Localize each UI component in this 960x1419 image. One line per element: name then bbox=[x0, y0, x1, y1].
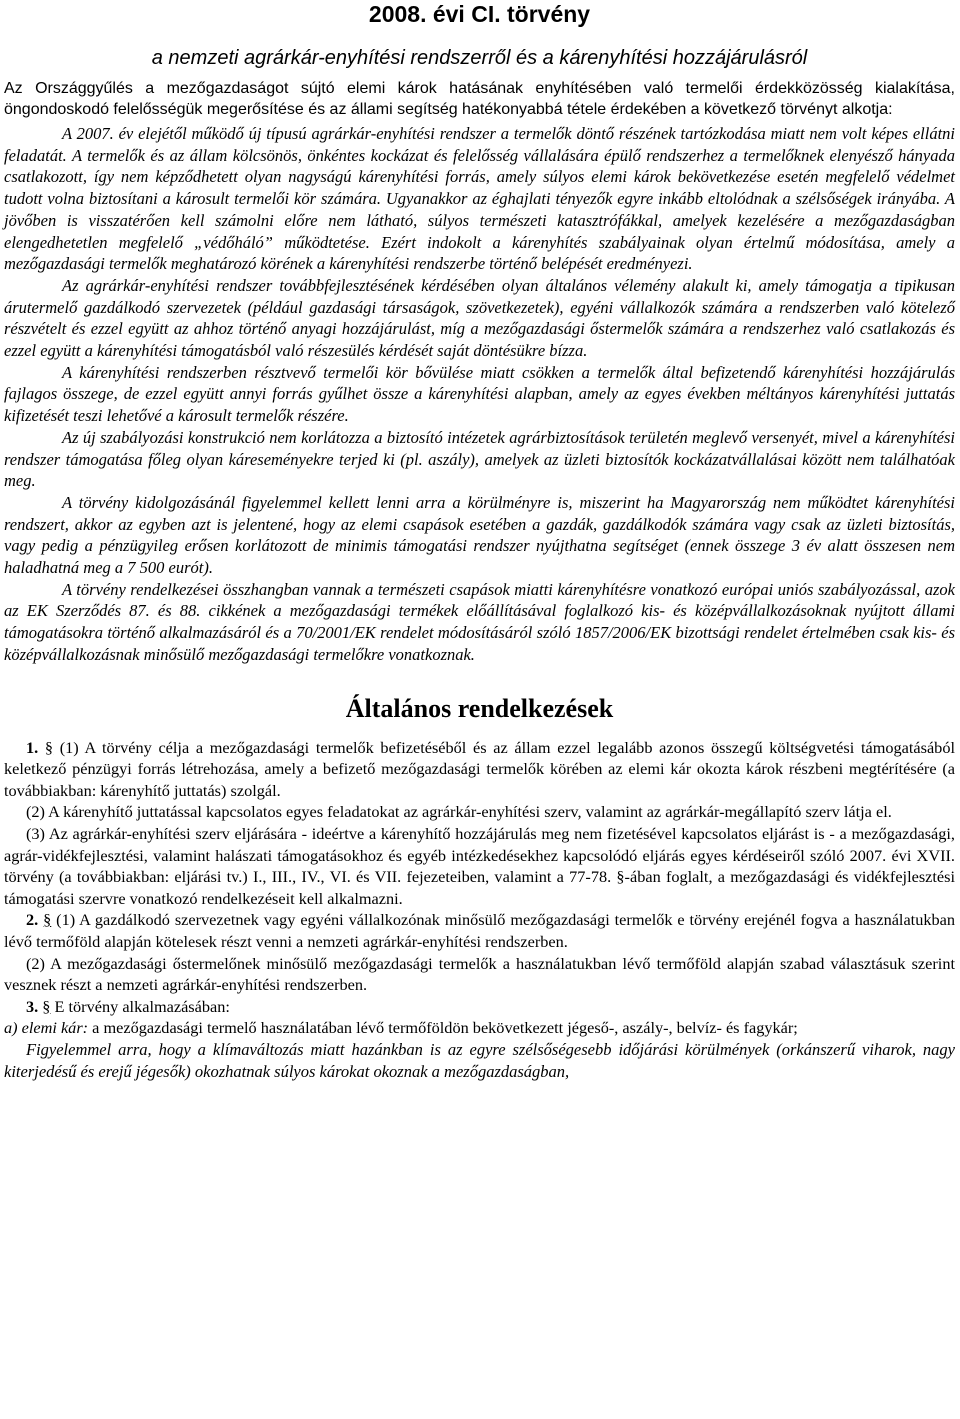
section-2-paragraph-1 bbox=[4, 909, 955, 952]
section-symbol: § bbox=[42, 996, 51, 1016]
definition-a bbox=[4, 1017, 955, 1039]
explanatory-note: Figyelemmel arra, hogy a klímaváltozás miatt hazánkban is az egyre szélsőségesebb időjárási körülmények (orkánszerű viharok, nagy kiterjedésű és erejű jégesők) okozhatnak súlyos károkat okoznak a mezőgazdaságban, bbox=[4, 1039, 955, 1081]
section-number: 1. bbox=[26, 737, 39, 757]
definition-text: a mezőgazdasági termelő használatában lévő termőföldön bekövetkezett jégeső-, aszály-, belvíz- és fagykár; bbox=[88, 1018, 798, 1038]
section-number: 2. bbox=[26, 910, 39, 930]
section-1-paragraph-2: (2) A kárenyhítő juttatással kapcsolatos egyes feladatokat az agrárkár-enyhítési szerv, valamint az agrárkár-megállapító szerv látja el. bbox=[26, 802, 892, 822]
intro-paragraph: Az agrárkár-enyhítési rendszer továbbfejlesztésének kérdésében olyan általános vélemény alakult ki, amely támogatja a tipikusan árutermelő gazdálkodó szervezetek (például gazdasági társaságok, szövetkezetek), egyéni vállalkozók számára a rendszerben való kötelező részvételt és ezzel együtt az ahhoz történő anyagi hozzájárulást, míg a mezőgazdasági őstermelők számára a rendszerhez való csatlakozás és ezzel együtt a kárenyhítési támogatásból való részesülés kérdését saját döntésükre bízza. bbox=[4, 275, 955, 361]
section-text: (1) A gazdálkodó szervezetnek vagy egyéni vállalkozónak minősülő mezőgazdasági termelők e törvény erejénél fogva a használatukban lévő termőföld alapján kötelesek részt venni a nemzeti agrárkár-enyhítési rendszerben. bbox=[4, 910, 955, 951]
section-1-paragraph-3: (3) Az agrárkár-enyhítési szerv eljárására - ideértve a kárenyhítő hozzájárulás meg nem fizetésével kapcsolatos eljárást is - a mezőgazdasági, agrár-vidékfejlesztési, valamint halászati támogatásokhoz és egyéb intézkedésekhez kapcsolódó eljárás egyes kérdéseiről szóló 2007. évi XVII. törvény (a továbbiakban: eljárási tv.) I., III., IV., VI. és VII. fejezeteiben, valamint a 77-78. §-ában foglalt, a mezőgazdasági és vidékfejlesztési támogatási szervre vonatkozó rendelkezéseit kell alkalmazni. bbox=[4, 823, 955, 908]
section-3-paragraph-1 bbox=[4, 996, 955, 1018]
section-symbol: § bbox=[44, 737, 54, 757]
section-text: E törvény alkalmazásában: bbox=[50, 996, 230, 1016]
section-text: (1) A törvény célja a mezőgazdasági termelők befizetéséből és az állam ezzel legalább azonos összegű költségvetési támogatásából keletkező pénzügyi forrás létrehozása, amely a befizető mezőgazdasági termelők körében az elemi kár okozta károk részbeni megtérítésére (a továbbiakban: kárenyhítő juttatás) szolgál. bbox=[4, 737, 955, 800]
section-symbol: § bbox=[43, 910, 52, 930]
section-heading: Általános rendelkezések bbox=[345, 693, 614, 723]
intro-paragraph: Az új szabályozási konstrukció nem korlátozza a biztosító intézetek agrárbiztosítások területén meglevő versenyét, mivel a kárenyhítési rendszer támogatása főleg olyan káreseményekre terjed ki (pl. aszály), amelyek az üzleti biztosítók kockázatvállalásai között nem találhatóak meg. bbox=[4, 427, 955, 491]
intro-paragraph: A 2007. év elejétől működő új típusú agrárkár-enyhítési rendszer a termelők döntő részének tartózkodása miatt nem volt képes ellátni feladatát. A termelők és az állam kölcsönös, önkéntes kockázat és felelősség vállalására épülő rendszerhez a termelőknek elenyésző hányada csatlakozott, így nem képződhetett olyan nagyságú kárenyhítési forrás, amely súlyos elemi károk bekövetkezése esetén megfelelő védelmet tudott volna biztosítani a károsult termelői kör számára. Ugyanakkor az éghajlati tényezők egyre inkább eltolódnak a szélsőségek irányába. A jövőben is visszatérően kell számolni előre nem látható, súlyos természeti katasztrófákkal, amelyek kezelésére a mezőgazdaságban elengedhetetlen megfelelő „védőháló” működtetése. Ezért indokolt a kárenyhítés szabályainak olyan értelmű módosítása, amely a mezőgazdasági termelők meghatározó körének a kárenyhítési rendszerbe történő belépését eredményezi. bbox=[4, 124, 955, 274]
document-title: 2008. évi CI. törvény bbox=[368, 1, 591, 27]
intro-paragraph: A kárenyhítési rendszerben résztvevő termelői kör bővülése miatt csökken a termelők által befizetendő kárenyhítési hozzájárulás fajlagos összege, de ezzel együtt annyi forrás gyűlhet össze a kárenyhítési alapban, amely az egyes években méltányos kárenyhítési juttatás kifizetését teszi lehetővé a károsult termelők részére. bbox=[4, 362, 955, 426]
definition-term: a) elemi kár: bbox=[4, 1018, 89, 1038]
document-subtitle: a nemzeti agrárkár-enyhítési rendszerről és a kárenyhítési hozzájárulásról bbox=[151, 47, 808, 69]
section-2-paragraph-2: (2) A mezőgazdasági őstermelőnek minősülő mezőgazdasági termelők a használatukban lévő termőföld alapján szabad választásuk szerint vesznek részt a nemzeti agrárkár-enyhítési rendszerben. bbox=[4, 953, 955, 995]
intro-paragraph: A törvény kidolgozásánál figyelemmel kellett lenni arra a körülményre is, miszerint ha Magyarország nem működtet kárenyhítési rendszert, akkor az egyben azt is jelentené, hogy az elemi csapások esetében a gazdák, gazdálkodók számára vagy csak az üzleti biztosítás, vagy pedig a pénzügyileg erősen korlátozott de minimis támogatási rendszer nyújthatna segítséget (ennek összege 3 év alatt összesen nem haladhatná meg a 7 500 eurót). bbox=[4, 492, 955, 578]
preamble: Az Országgyűlés a mezőgazdaságot sújtó elemi károk hatásának enyhítésében való termelői érdekközösség kialakítása, öngondoskodó felelősségük megerősítése és az állami segítség hatékonyabbá tétele érdekében a következő törvényt alkotja: bbox=[4, 80, 955, 118]
intro-paragraph: A törvény rendelkezései összhangban vannak a természeti csapások miatti kárenyhítésre vonatkozó európai uniós szabályozással, azok az EK Szerződés 87. és 88. cikkének a mezőgazdasági termékek előállításával foglalkozó kis- és középvállalkozásoknak nyújtott állami támogatásokra történő alkalmazásáról és a 70/2001/EK rendelet módosításáról szóló 1857/2006/EK bizottsági rendelet értelmében csak kis- és középvállalkozásnak minősülő mezőgazdasági termelőkre vonatkoznak. bbox=[4, 579, 955, 664]
section-number: 3. bbox=[26, 996, 39, 1016]
section-1-paragraph-1 bbox=[4, 737, 955, 802]
document-page bbox=[4, 0, 955, 1082]
